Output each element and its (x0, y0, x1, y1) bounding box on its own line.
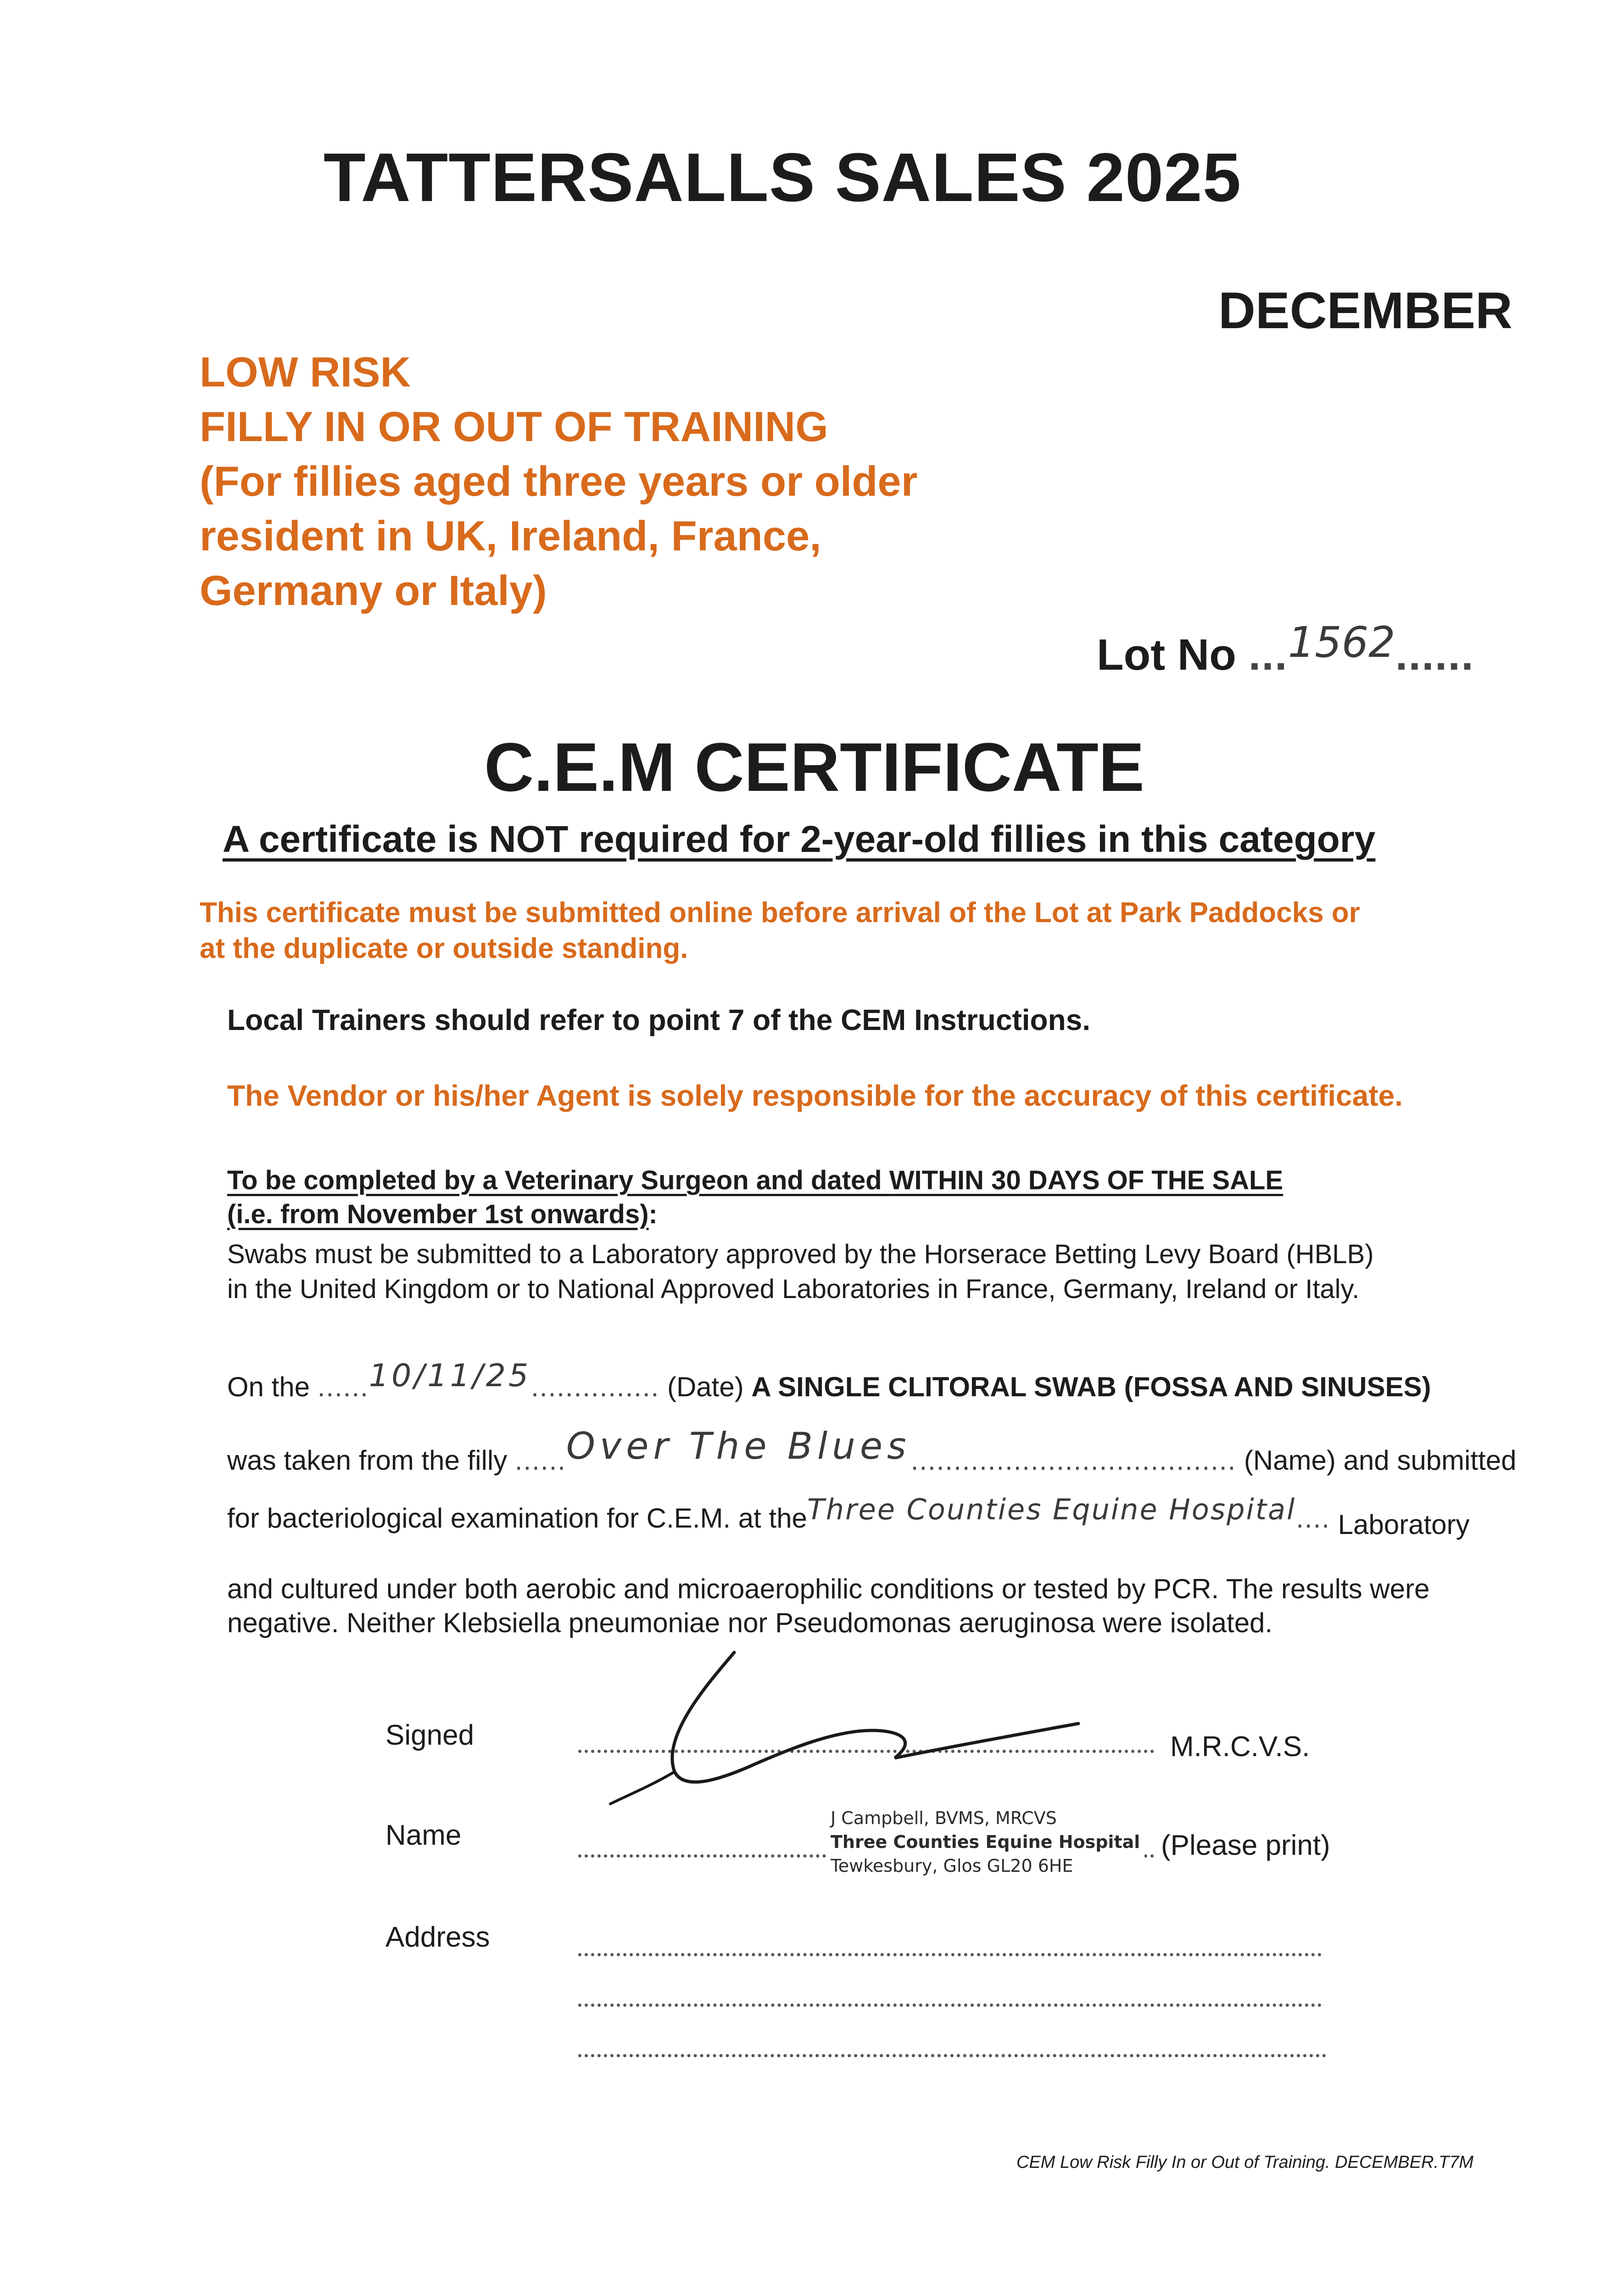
address-line-1[interactable] (578, 1953, 1322, 1956)
mrcvs-label: M.R.C.V.S. (1170, 1731, 1310, 1763)
lot-dots-after: ...... (1395, 630, 1474, 679)
lab-dots: .... (1296, 1503, 1330, 1534)
category-line-1: LOW RISK (200, 349, 411, 396)
taken-from-label: was taken from the filly (227, 1445, 508, 1476)
swab-instructions-line-2: in the United Kingdom or to National Approved Laboratories in France, Germany, Ireland or Italy. (227, 1274, 1360, 1304)
category-block (200, 345, 918, 618)
category-line-2: FILLY IN OR OUT OF TRAINING (200, 403, 828, 450)
page-title: TATTERSALLS SALES 2025 (324, 139, 1242, 216)
signature-scribble (597, 1643, 1101, 1808)
category-line-4: resident in UK, Ireland, France, (200, 513, 821, 560)
submission-notice-line-1: This certificate must be submitted online before arrival of the Lot at Park Paddocks or (200, 897, 1360, 929)
filly-name-field[interactable]: Over The Blues (566, 1425, 911, 1467)
vet-stamp (826, 1806, 1144, 1878)
heading-part-b: WITHIN 30 DAYS OF THE SALE (889, 1165, 1284, 1195)
lab-row (227, 1493, 1470, 1540)
signed-label: Signed (385, 1719, 474, 1751)
date-label: (Date) (667, 1371, 744, 1402)
stamp-line-2: Three Counties Equine Hospital (831, 1832, 1140, 1852)
category-line-3: (For fillies aged three years or older (200, 458, 918, 505)
date-row (227, 1358, 1431, 1404)
results-line-2: negative. Neither Klebsiella pneumoniae nor Pseudomonas aeruginosa were isolated. (227, 1607, 1273, 1638)
lot-label: Lot No (1097, 630, 1236, 679)
name-dots-after: ...................................... (910, 1445, 1237, 1476)
submission-notice (200, 895, 1360, 967)
swab-type: A SINGLE CLITORAL SWAB (FOSSA AND SINUSES) (751, 1371, 1431, 1402)
address-label: Address (385, 1921, 490, 1953)
stamp-line-3: Tewkesbury, Glos GL20 6HE (831, 1856, 1073, 1876)
filly-row (227, 1425, 1517, 1478)
form-code-footer: CEM Low Risk Filly In or Out of Training. DECEMBER.T7M (1016, 2153, 1473, 2172)
laboratory-field[interactable]: Three Counties Equine Hospital (807, 1493, 1296, 1526)
heading-date-range: (i.e. from November 1st onwards) (227, 1199, 649, 1229)
not-required-notice: A certificate is NOT required for 2-year-old fillies in this category (223, 818, 1376, 860)
lot-number-field[interactable] (1097, 618, 1474, 680)
submission-notice-line-2: at the duplicate or outside standing. (200, 933, 688, 964)
results-line-1: and cultured under both aerobic and microaerophilic conditions or tested by PCR. The results were (227, 1573, 1430, 1604)
trainers-note: Local Trainers should refer to point 7 of the CEM Instructions. (227, 1003, 1091, 1036)
name-label: (Name) and submitted (1244, 1445, 1517, 1476)
instructions-heading (227, 1164, 1283, 1231)
laboratory-label: Laboratory (1338, 1509, 1470, 1540)
swab-instructions-line-1: Swabs must be submitted to a Laboratory approved by the Horserace Betting Levy Board (HBLB) (227, 1239, 1374, 1269)
address-line-3[interactable] (578, 2054, 1326, 2057)
name-dots: ...... (514, 1445, 566, 1476)
heading-part-a: To be completed by a Veterinary Surgeon and dated (227, 1165, 889, 1195)
date-field[interactable]: 10/11/25 (368, 1358, 531, 1394)
date-dots: ...... (317, 1371, 369, 1402)
lot-dots: ... (1248, 630, 1288, 679)
sale-name: DECEMBER (1218, 282, 1512, 339)
vendor-responsibility: The Vendor or his/her Agent is solely responsible for the accuracy of this certificate. (227, 1079, 1403, 1112)
stamp-line-1: J Campbell, BVMS, MRCVS (831, 1808, 1057, 1828)
date-dots-after: ............... (531, 1371, 660, 1402)
swab-instructions (227, 1237, 1374, 1307)
name-label-field: Name (385, 1819, 462, 1851)
address-line-2[interactable] (578, 2004, 1322, 2007)
please-print-label: (Please print) (1161, 1830, 1330, 1861)
exam-label: for bacteriological examination for C.E.M. at the (227, 1503, 807, 1534)
on-the-label: On the (227, 1371, 310, 1402)
lot-value: 1562 (1288, 618, 1395, 667)
certificate-title: C.E.M CERTIFICATE (484, 728, 1144, 806)
category-line-5: Germany or Italy) (200, 567, 547, 614)
heading-colon: : (648, 1199, 658, 1229)
results-statement (227, 1572, 1429, 1640)
